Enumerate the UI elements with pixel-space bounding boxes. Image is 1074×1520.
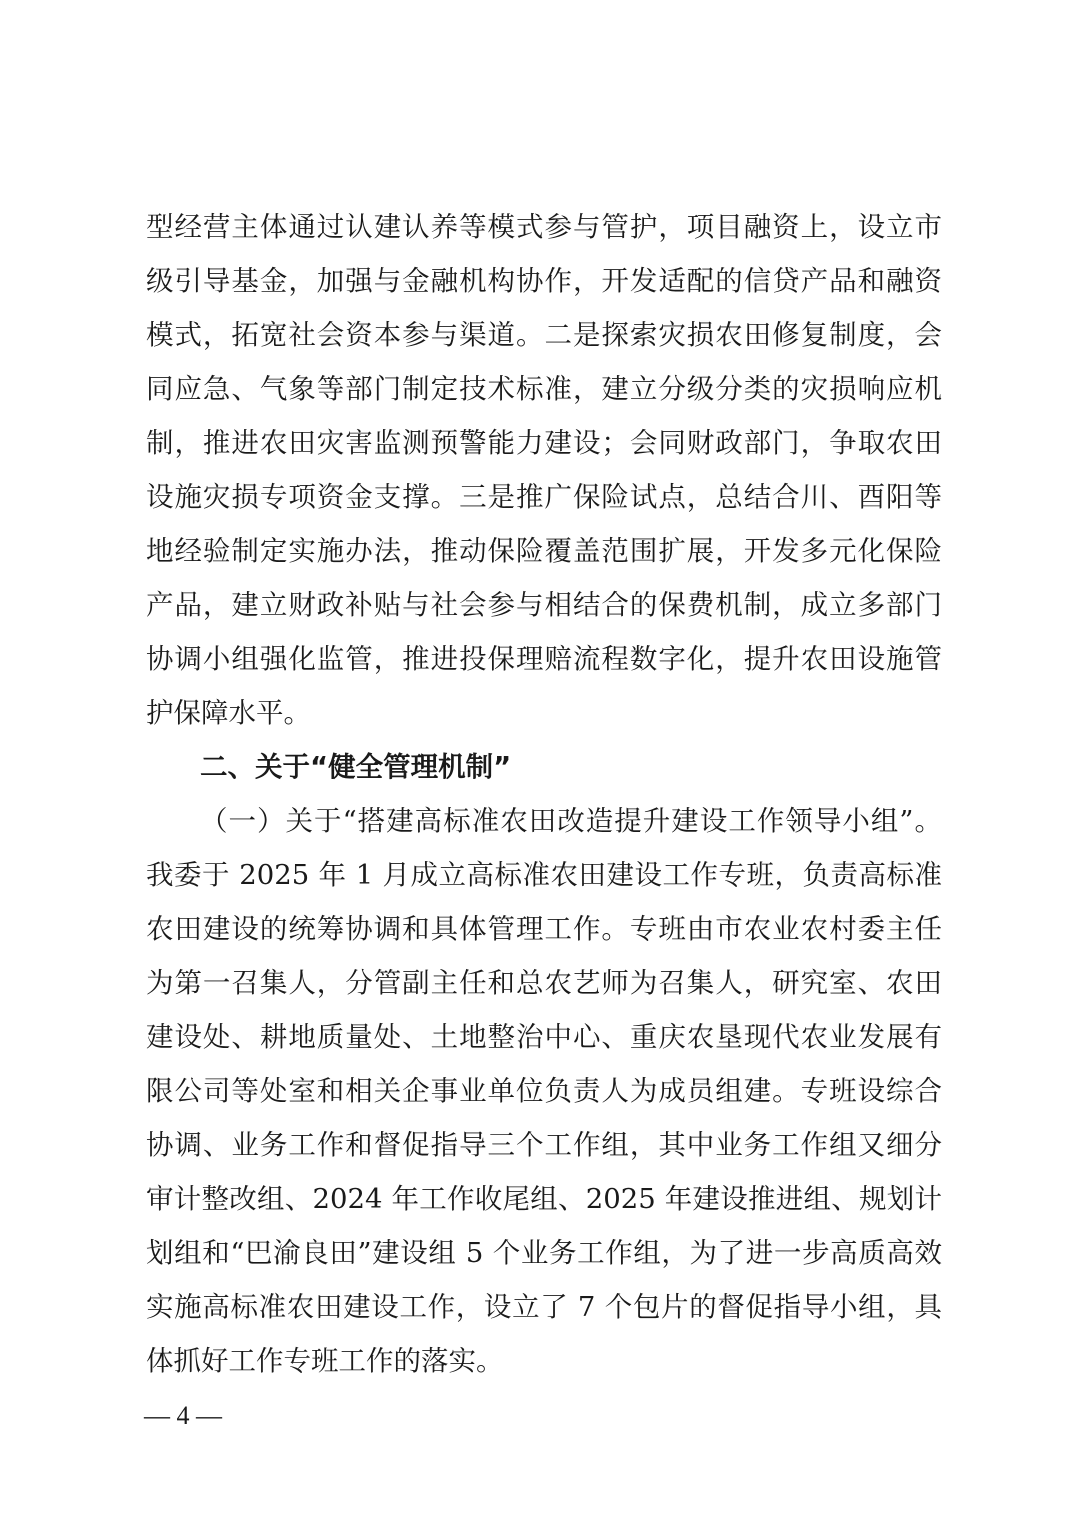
body-line: 同应急、气象等部门制定技术标准，建立分级分类的灾损响应机: [146, 373, 942, 405]
body-line: 协调、业务工作和督促指导三个工作组，其中业务工作组又细分: [146, 1129, 942, 1161]
body-line: 协调小组强化监管，推进投保理赔流程数字化，提升农田设施管: [146, 643, 942, 675]
body-line: 设施灾损专项资金支撑。三是推广保险试点，总结合川、酉阳等: [146, 481, 942, 513]
body-line: 产品，建立财政补贴与社会参与相结合的保费机制，成立多部门: [146, 589, 942, 621]
body-line: 农田建设的统筹协调和具体管理工作。专班由市农业农村委主任: [146, 913, 942, 945]
body-line: 级引导基金，加强与金融机构协作，开发适配的信贷产品和融资: [146, 265, 942, 297]
body-line: 地经验制定实施办法，推动保险覆盖范围扩展，开发多元化保险: [146, 535, 942, 567]
page-number: — 4 —: [144, 1401, 222, 1430]
document-body: [146, 200, 942, 1388]
paragraph-end-line: 体抓好工作专班工作的落实。: [146, 1345, 504, 1377]
body-line: 制，推进农田灾害监测预警能力建设；会同财政部门，争取农田: [146, 427, 942, 459]
body-line: 为第一召集人，分管副主任和总农艺师为召集人，研究室、农田: [146, 967, 942, 999]
body-line: 限公司等处室和相关企事业单位负责人为成员组建。专班设综合: [146, 1075, 942, 1107]
body-line: 建设处、耕地质量处、土地整治中心、重庆农垦现代农业发展有: [146, 1021, 942, 1053]
subsection-heading: （一）关于“搭建高标准农田改造提升建设工作领导小组”。: [200, 805, 942, 837]
body-line: 实施高标准农田建设工作，设立了 7 个包片的督促指导小组，具: [146, 1291, 942, 1323]
body-line: 我委于 2025 年 1 月成立高标准农田建设工作专班，负责高标准: [146, 859, 942, 891]
body-line: 模式，拓宽社会资本参与渠道。二是探索灾损农田修复制度，会: [146, 319, 942, 351]
section-heading: 二、关于“健全管理机制”: [200, 751, 512, 783]
body-line: 划组和“巴渝良田”建设组 5 个业务工作组，为了进一步高质高效: [146, 1237, 942, 1269]
paragraph-end-line: 护保障水平。: [146, 697, 311, 729]
body-line: 审计整改组、2024 年工作收尾组、2025 年建设推进组、规划计: [146, 1183, 942, 1215]
body-line: 型经营主体通过认建认养等模式参与管护，项目融资上，设立市: [146, 211, 942, 243]
